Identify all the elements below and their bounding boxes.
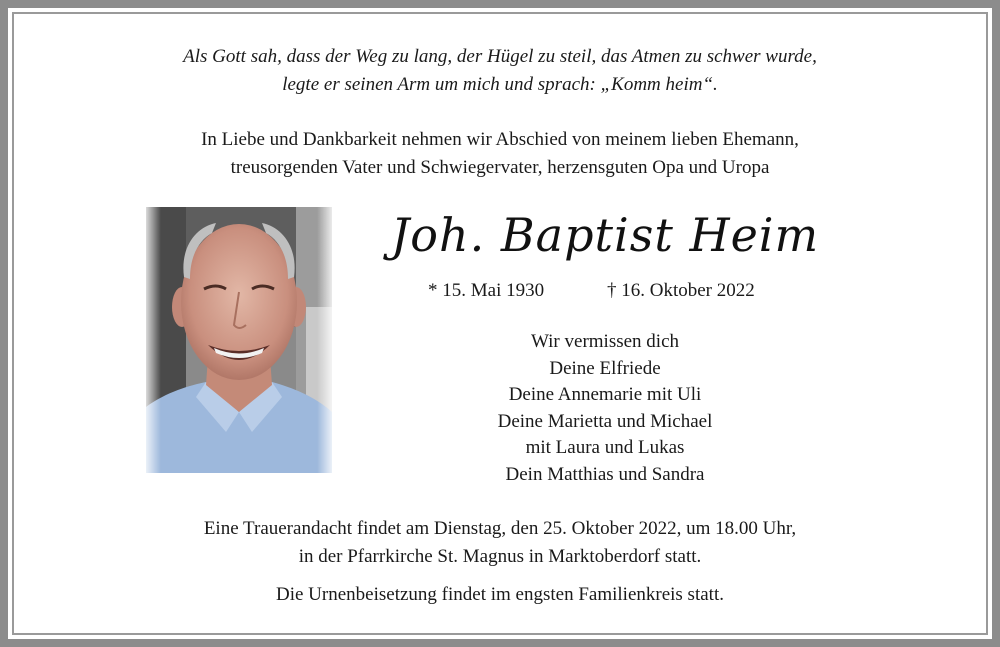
family-line: Deine Elfriede [549, 357, 661, 379]
quote-line-1: Als Gott sah, dass der Weg zu lang, der Hügel zu steil, das Atmen zu schwer wurde, [183, 46, 817, 67]
deceased-name: Joh. Baptist Heim [390, 208, 820, 262]
family-line: Wir vermissen dich [530, 331, 680, 352]
birth-date: * 15. Mai 1930 [428, 280, 545, 301]
portrait-photo [146, 207, 332, 473]
family-line: Dein Matthias und Sandra [505, 463, 705, 485]
service-line-1: Eine Trauerandacht findet am Dienstag, den 25. Oktober 2022, um 18.00 Uhr, [203, 518, 797, 539]
service-line-2: in der Pfarrkirche St. Magnus in Marktoberdorf statt. [298, 546, 702, 567]
family-line: Deine Annemarie mit Uli [508, 384, 702, 405]
portrait-illustration [146, 207, 332, 473]
family-line: mit Laura und Lukas [525, 437, 685, 458]
intro-line-1: In Liebe und Dankbarkeit nehmen wir Abschied von meinem lieben Ehemann, [201, 129, 799, 150]
intro-line-2: treusorgenden Vater und Schwiegervater, herzensguten Opa und Uropa [230, 157, 770, 178]
death-date: † 16. Oktober 2022 [607, 280, 755, 301]
burial-line: Die Urnenbeisetzung findet im engsten Familienkreis statt. [276, 584, 724, 605]
quote-line-2: legte er seinen Arm um mich und sprach: „Komm heim“. [282, 74, 718, 95]
family-list [430, 329, 780, 488]
family-line: Deine Marietta und Michael [497, 410, 713, 432]
